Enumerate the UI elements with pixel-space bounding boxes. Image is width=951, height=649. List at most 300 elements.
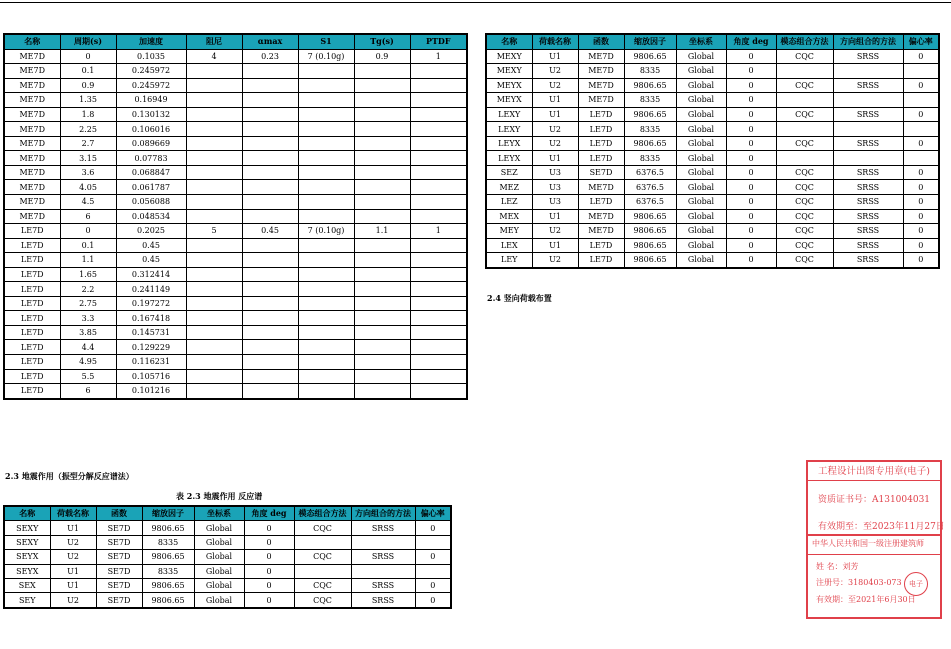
table-row (4, 64, 467, 79)
column-header: 缩放因子 (142, 506, 194, 521)
table-cell: LE7D (4, 238, 60, 253)
table-cell: 0 (244, 521, 294, 535)
table-cell: 0 (60, 224, 116, 239)
column-header: 名称 (4, 34, 60, 49)
table-row (4, 340, 467, 355)
table-row (4, 282, 467, 297)
table-cell: 0.130132 (116, 107, 186, 122)
table-cell: 1.35 (60, 93, 116, 108)
table-cell: SRSS (833, 165, 903, 180)
table-cell: 8335 (624, 151, 676, 166)
table-cell: 4.05 (60, 180, 116, 195)
table-row (4, 224, 467, 239)
table-cell: MEYX (486, 93, 532, 108)
table-cell: 0 (726, 238, 776, 253)
table-cell (242, 180, 298, 195)
table-cell: 2.25 (60, 122, 116, 137)
table-cell (354, 78, 410, 93)
column-header: 方向组合的方法 (351, 506, 415, 521)
table-cell: SRSS (351, 593, 415, 608)
table-cell (410, 238, 467, 253)
table-cell: ME7D (4, 49, 60, 64)
table-row (4, 384, 467, 399)
table-cell (186, 151, 242, 166)
table-cell: 0 (903, 180, 939, 195)
table-cell: 0 (726, 253, 776, 268)
table-cell (410, 296, 467, 311)
table-cell (242, 195, 298, 210)
table-cell: Global (676, 209, 726, 224)
table-cell: 0.1 (60, 238, 116, 253)
table-row (486, 209, 939, 224)
table-cell: LE7D (4, 369, 60, 384)
table-cell: 9806.65 (624, 209, 676, 224)
table-cell: Global (676, 253, 726, 268)
table-row (486, 49, 939, 64)
section-heading-2-4: 2.4 竖向荷载布置 (487, 293, 552, 303)
table-cell (833, 122, 903, 137)
table-cell: 0 (903, 78, 939, 93)
table-cell (410, 78, 467, 93)
table-cell: LE7D (4, 311, 60, 326)
table-cell: LEXY (486, 122, 532, 137)
table-cell: LE7D (4, 384, 60, 399)
table-cell (351, 535, 415, 549)
table-cell: CQC (776, 78, 833, 93)
table-cell (186, 355, 242, 370)
table-row (486, 64, 939, 79)
table-cell: 5.5 (60, 369, 116, 384)
table-row (4, 369, 467, 384)
table-cell (242, 238, 298, 253)
table-cell (298, 311, 354, 326)
table-cell: 0.45 (116, 253, 186, 268)
table-cell: 0.105716 (116, 369, 186, 384)
table-cell: 0.312414 (116, 267, 186, 282)
table-row (486, 253, 939, 268)
table-cell: 0.1 (60, 64, 116, 79)
table-cell: 0.101216 (116, 384, 186, 399)
table-cell (298, 355, 354, 370)
table-cell: 0 (726, 209, 776, 224)
table-cell (776, 122, 833, 137)
table-cell: U2 (532, 224, 578, 239)
table-cell: 0 (903, 253, 939, 268)
table-cell (903, 64, 939, 79)
table-cell (298, 195, 354, 210)
table-cell (242, 165, 298, 180)
table-cell (354, 340, 410, 355)
table-cell: 0 (903, 209, 939, 224)
table-cell (354, 355, 410, 370)
table-cell: Global (676, 151, 726, 166)
table-cell: 0 (415, 521, 451, 535)
table-cell (242, 253, 298, 268)
table-cell (410, 325, 467, 340)
table-cell (242, 384, 298, 399)
table-header-row (4, 34, 467, 49)
table-cell (242, 325, 298, 340)
table-cell: 2.7 (60, 136, 116, 151)
table-cell: 0 (903, 195, 939, 210)
table-cell: 8335 (142, 564, 194, 578)
table-cell: SRSS (351, 550, 415, 564)
table-cell: CQC (776, 49, 833, 64)
table-row (486, 122, 939, 137)
table-cell: U1 (532, 107, 578, 122)
table-cell: 6 (60, 209, 116, 224)
column-header: 函数 (578, 34, 624, 49)
column-header: 模态组合方法 (294, 506, 351, 521)
table-row (4, 550, 451, 564)
table-row (4, 521, 451, 535)
table-cell (242, 151, 298, 166)
table-cell (242, 369, 298, 384)
table-cell: Global (676, 180, 726, 195)
table-cell (351, 564, 415, 578)
table-cell: ME7D (4, 151, 60, 166)
table-cell: CQC (294, 550, 351, 564)
table-cell: LEYX (486, 151, 532, 166)
table-cell: 0.145731 (116, 325, 186, 340)
table-row (486, 165, 939, 180)
table-cell: 9806.65 (142, 521, 194, 535)
table-cell: ME7D (4, 122, 60, 137)
seal-registration: 注册号：3180403-073 (816, 578, 902, 587)
table-cell: 8335 (624, 64, 676, 79)
table-cell: U1 (532, 238, 578, 253)
table-cell: U2 (532, 253, 578, 268)
table-cell: 0.245972 (116, 78, 186, 93)
table-cell: ME7D (578, 209, 624, 224)
engineering-design-seal (806, 460, 945, 619)
table-cell: SE7D (96, 521, 142, 535)
table-cell: ME7D (578, 93, 624, 108)
table-cell: U3 (532, 180, 578, 195)
page-top-rule (0, 2, 951, 3)
table-cell (298, 180, 354, 195)
table-row (486, 78, 939, 93)
table-cell: 0 (903, 49, 939, 64)
table-cell (833, 151, 903, 166)
column-header: 周期(s) (60, 34, 116, 49)
table-cell: 0 (726, 180, 776, 195)
table-cell (354, 93, 410, 108)
table-cell (186, 93, 242, 108)
table-cell (410, 311, 467, 326)
table-cell: 0 (726, 195, 776, 210)
table-cell (354, 296, 410, 311)
table-cell: SEX (4, 578, 50, 592)
table-cell: 0.45 (116, 238, 186, 253)
table-cell (186, 340, 242, 355)
table-row (486, 238, 939, 253)
column-header: 角度 deg (726, 34, 776, 49)
table-row (4, 151, 467, 166)
column-header: PTDF (410, 34, 467, 49)
table-cell: Global (676, 195, 726, 210)
load-cases-table (485, 33, 940, 269)
seal-organization: 中华人民共和国一级注册建筑师 (812, 539, 924, 548)
table-cell (298, 267, 354, 282)
table-cell: LEXY (486, 107, 532, 122)
table-cell (354, 209, 410, 224)
table-cell: SRSS (833, 107, 903, 122)
table-cell (186, 64, 242, 79)
table-cell (186, 238, 242, 253)
table-cell: 0 (726, 165, 776, 180)
table-cell: CQC (294, 593, 351, 608)
table-cell (186, 78, 242, 93)
table-cell (298, 296, 354, 311)
table-cell: 9806.65 (624, 238, 676, 253)
table-cell (354, 311, 410, 326)
table-cell (186, 180, 242, 195)
table-cell: 0.106016 (116, 122, 186, 137)
table-cell (298, 64, 354, 79)
table-row (4, 209, 467, 224)
table-cell: CQC (776, 136, 833, 151)
table-row (486, 180, 939, 195)
table-cell (298, 325, 354, 340)
table-cell: MEY (486, 224, 532, 239)
table-cell: 0.9 (60, 78, 116, 93)
table-cell: CQC (776, 253, 833, 268)
table-cell (186, 165, 242, 180)
table-cell (242, 136, 298, 151)
table-cell (242, 122, 298, 137)
table-row (4, 253, 467, 268)
table-caption-2-3: 表 2.3 地震作用 反应谱 (176, 491, 263, 501)
table-cell (242, 93, 298, 108)
table-cell: SRSS (351, 578, 415, 592)
table-cell: 7 (0.10g) (298, 224, 354, 239)
table-cell: U3 (532, 195, 578, 210)
table-cell: SEY (4, 593, 50, 608)
table-cell: Global (194, 578, 244, 592)
table-cell (186, 107, 242, 122)
table-cell (354, 195, 410, 210)
table-row (4, 593, 451, 608)
table-cell (410, 282, 467, 297)
table-cell (776, 151, 833, 166)
table-cell: MEX (486, 209, 532, 224)
table-cell: LE7D (578, 151, 624, 166)
table-cell (354, 384, 410, 399)
table-cell: ME7D (4, 209, 60, 224)
table-cell (354, 267, 410, 282)
table-cell: U2 (50, 535, 96, 549)
table-cell (415, 535, 451, 549)
column-header: S1 (298, 34, 354, 49)
column-header: 函数 (96, 506, 142, 521)
table-cell: Global (676, 122, 726, 137)
table-cell: 0 (726, 93, 776, 108)
table-row (4, 195, 467, 210)
table-cell: ME7D (4, 93, 60, 108)
table-cell (242, 282, 298, 297)
table-cell: Global (676, 49, 726, 64)
table-cell: SRSS (833, 136, 903, 151)
table-cell (298, 151, 354, 166)
table-cell: SEXY (4, 535, 50, 549)
table-cell (903, 122, 939, 137)
table-header-row (4, 506, 451, 521)
table-cell: 9806.65 (142, 593, 194, 608)
table-cell: 9806.65 (624, 107, 676, 122)
table-cell: 6 (60, 384, 116, 399)
table-cell: 0 (903, 136, 939, 151)
table-cell: SE7D (96, 535, 142, 549)
table-cell (833, 64, 903, 79)
table-cell: 1.65 (60, 267, 116, 282)
table-cell (410, 122, 467, 137)
column-header: 缩放因子 (624, 34, 676, 49)
table-cell (410, 267, 467, 282)
column-header: 坐标系 (194, 506, 244, 521)
table-cell: U2 (532, 64, 578, 79)
column-header: 荷载名称 (50, 506, 96, 521)
table-cell: ME7D (4, 136, 60, 151)
table-cell: 0 (415, 550, 451, 564)
table-cell: CQC (776, 195, 833, 210)
table-cell (242, 311, 298, 326)
table-cell (186, 136, 242, 151)
table-row (4, 136, 467, 151)
table-cell (298, 209, 354, 224)
column-header: Tg(s) (354, 34, 410, 49)
table-row (4, 355, 467, 370)
table-cell (354, 64, 410, 79)
table-cell: 8335 (624, 122, 676, 137)
table-cell: 0 (244, 578, 294, 592)
table-cell (410, 136, 467, 151)
table-cell: 0 (244, 593, 294, 608)
table-cell: 1.8 (60, 107, 116, 122)
table-header-row (486, 34, 939, 49)
table-cell: ME7D (4, 180, 60, 195)
table-cell: ME7D (578, 180, 624, 195)
table-cell: ME7D (578, 64, 624, 79)
table-cell (186, 384, 242, 399)
table-row (4, 311, 467, 326)
table-cell (186, 267, 242, 282)
table-cell: 9806.65 (142, 578, 194, 592)
column-header: 方向组合的方法 (833, 34, 903, 49)
table-cell: 1.1 (60, 253, 116, 268)
table-cell: CQC (294, 521, 351, 535)
table-cell (242, 340, 298, 355)
table-cell (354, 253, 410, 268)
table-cell (354, 165, 410, 180)
table-cell: Global (676, 238, 726, 253)
table-cell: 9806.65 (624, 78, 676, 93)
table-cell: 4.5 (60, 195, 116, 210)
table-cell (776, 64, 833, 79)
table-cell: 0.45 (242, 224, 298, 239)
table-cell: 0 (726, 151, 776, 166)
table-cell (242, 107, 298, 122)
table-cell: 0.16949 (116, 93, 186, 108)
column-header: 角度 deg (244, 506, 294, 521)
table-cell: MEZ (486, 180, 532, 195)
table-row (486, 93, 939, 108)
table-cell: 0.089669 (116, 136, 186, 151)
table-cell (186, 209, 242, 224)
table-cell (298, 369, 354, 384)
table-cell: U1 (532, 151, 578, 166)
table-cell: 0.2025 (116, 224, 186, 239)
table-row (4, 296, 467, 311)
table-cell: 0 (726, 224, 776, 239)
table-cell (242, 355, 298, 370)
table-cell (354, 282, 410, 297)
table-cell (186, 369, 242, 384)
table-cell: 4 (186, 49, 242, 64)
table-cell: Global (194, 535, 244, 549)
table-cell (410, 209, 467, 224)
table-cell: U1 (532, 209, 578, 224)
table-cell: 0 (726, 49, 776, 64)
table-cell: 0 (415, 578, 451, 592)
table-cell: 2.75 (60, 296, 116, 311)
table-cell: SE7D (578, 165, 624, 180)
table-cell (410, 253, 467, 268)
table-cell: LE7D (578, 122, 624, 137)
table-cell (298, 136, 354, 151)
table-cell: 5 (186, 224, 242, 239)
table-cell: 0.9 (354, 49, 410, 64)
column-header: 名称 (4, 506, 50, 521)
table-cell (354, 180, 410, 195)
table-cell: MEYX (486, 78, 532, 93)
response-spectrum-function-table (3, 33, 468, 400)
table-cell: SE7D (96, 593, 142, 608)
table-cell: ME7D (4, 107, 60, 122)
table-cell (186, 122, 242, 137)
table-cell (410, 180, 467, 195)
table-cell: SRSS (833, 238, 903, 253)
table-cell: LEYX (486, 136, 532, 151)
table-cell: ME7D (4, 195, 60, 210)
table-cell: 0 (415, 593, 451, 608)
table-row (4, 93, 467, 108)
table-cell (410, 165, 467, 180)
table-cell: SRSS (833, 180, 903, 195)
table-cell (833, 93, 903, 108)
seal-validity: 有效期至：至2023年11月27日 (818, 522, 945, 532)
table-cell: ME7D (578, 78, 624, 93)
table-cell (242, 267, 298, 282)
column-header: 模态组合方法 (776, 34, 833, 49)
table-cell: LE7D (4, 282, 60, 297)
table-cell: Global (194, 593, 244, 608)
seal-divider (808, 534, 940, 536)
table-cell: MEXY (486, 64, 532, 79)
table-cell: LE7D (578, 136, 624, 151)
table-cell (410, 93, 467, 108)
table-row (4, 578, 451, 592)
seal-name: 姓 名：刘芳 (816, 562, 859, 571)
table-cell: 6376.5 (624, 195, 676, 210)
table-cell: 1.1 (354, 224, 410, 239)
table-cell: 0 (726, 136, 776, 151)
table-cell (294, 535, 351, 549)
table-cell: 0.056088 (116, 195, 186, 210)
table-row (486, 195, 939, 210)
table-row (4, 180, 467, 195)
table-cell: LE7D (578, 195, 624, 210)
